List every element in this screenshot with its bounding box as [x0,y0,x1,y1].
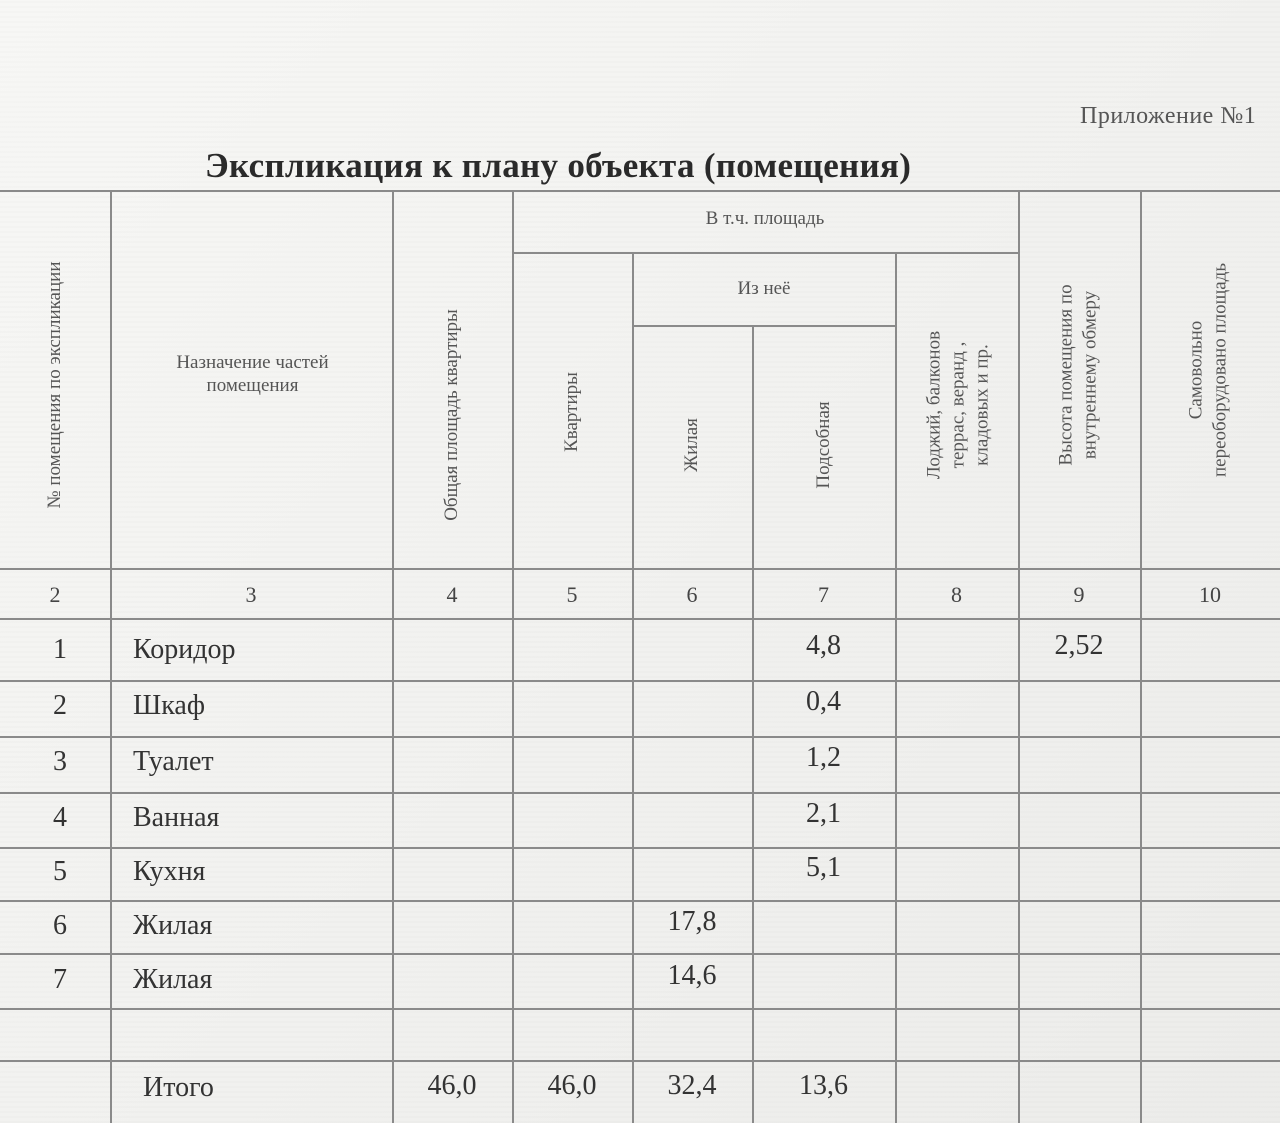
header-height [1054,284,1102,465]
header-purpose [115,352,390,398]
col-line [1140,190,1142,1123]
header-living [680,418,704,472]
header-total-area-text: Общая площадь квартиры [441,309,463,521]
room-name: Кухня [133,856,206,887]
row-line [0,792,1280,794]
row-number: 5 [53,856,67,887]
explication-table [0,190,1280,1123]
room-name: Ванная [133,802,220,833]
group-divider [512,252,1018,254]
row-line [0,680,1280,682]
living-area: 17,8 [667,906,717,937]
total-label: Итого [143,1072,214,1103]
room-name: Шкаф [133,690,205,721]
column-number: 5 [566,582,578,607]
column-number: 9 [1073,582,1085,607]
header-room-number [43,262,67,509]
header-auxiliary-text: Подсобная [813,401,835,489]
row-line [0,736,1280,738]
total-living-value: 32,4 [667,1070,717,1101]
row-line [0,847,1280,849]
table-border-top [0,190,1280,192]
header-auxiliary [812,401,836,488]
room-name: Жилая [133,910,213,941]
total-area-value: 46,0 [427,1070,477,1101]
room-height: 2,52 [1054,630,1104,661]
column-number: 4 [446,582,458,607]
header-unauthorized-line1: Самовольно [1185,320,1207,420]
header-loggias-line3: кладовых и пр. [970,344,992,466]
column-number: 2 [49,582,61,607]
col-line [752,325,754,1123]
total-apartment-value: 46,0 [547,1070,597,1101]
header-height-line2: внутреннему обмеру [1079,290,1100,460]
room-name: Коридор [133,634,236,665]
row-line [0,1060,1280,1062]
column-number: 6 [686,582,698,607]
living-area: 14,6 [667,960,717,991]
header-unauthorized [1184,263,1232,477]
colnum-bottom-line [0,618,1280,620]
column-number: 7 [818,582,829,607]
header-height-line1: Высота помещения по [1055,284,1077,466]
header-bottom-line [0,568,1280,570]
header-living-text: Жилая [681,418,703,472]
header-apartment [560,372,584,452]
column-number: 8 [951,582,962,607]
header-purpose-line2: помещения [206,374,299,396]
document-title: Экспликация к плану объекта (помещения) [205,146,912,185]
col-line [632,252,634,1123]
auxiliary-area: 5,1 [806,852,841,883]
header-apartment-text: Квартиры [561,372,583,452]
header-room-number-text: № помещения по экспликации [44,261,66,509]
row-number: 2 [53,690,67,721]
row-line [0,1008,1280,1010]
column-number: 3 [245,582,257,607]
room-name: Туалет [133,746,214,777]
row-number: 7 [53,964,67,995]
header-total-area [440,309,464,521]
row-number: 4 [53,802,67,833]
row-number: 1 [53,634,67,665]
total-aux-value: 13,6 [799,1070,848,1101]
header-loggias-line2: террас, веранд , [947,341,969,469]
auxiliary-area: 0,4 [806,686,841,717]
auxiliary-area: 2,1 [806,798,841,829]
header-loggias-line1: Лоджий, балконов [923,330,945,480]
header-unauthorized-line2: переоборудовано площадь [1209,262,1230,478]
auxiliary-area: 1,2 [806,742,841,773]
row-line [0,900,1280,902]
row-line [0,953,1280,955]
row-number: 6 [53,910,67,941]
col-line [895,252,897,1123]
col-line [512,190,514,1123]
column-number: 10 [1199,582,1221,607]
header-purpose-line1: Назначение частей [176,352,329,373]
auxiliary-area: 4,8 [806,630,841,661]
col-line [392,190,394,1123]
room-name: Жилая [133,964,213,995]
header-group-area: В т.ч. площадь [705,208,825,229]
row-number: 3 [53,746,67,777]
header-loggias [922,331,993,479]
appendix-label: Приложение №1 [1080,103,1257,129]
header-subgroup: Из неё [737,278,791,299]
subgroup-divider [632,325,896,327]
